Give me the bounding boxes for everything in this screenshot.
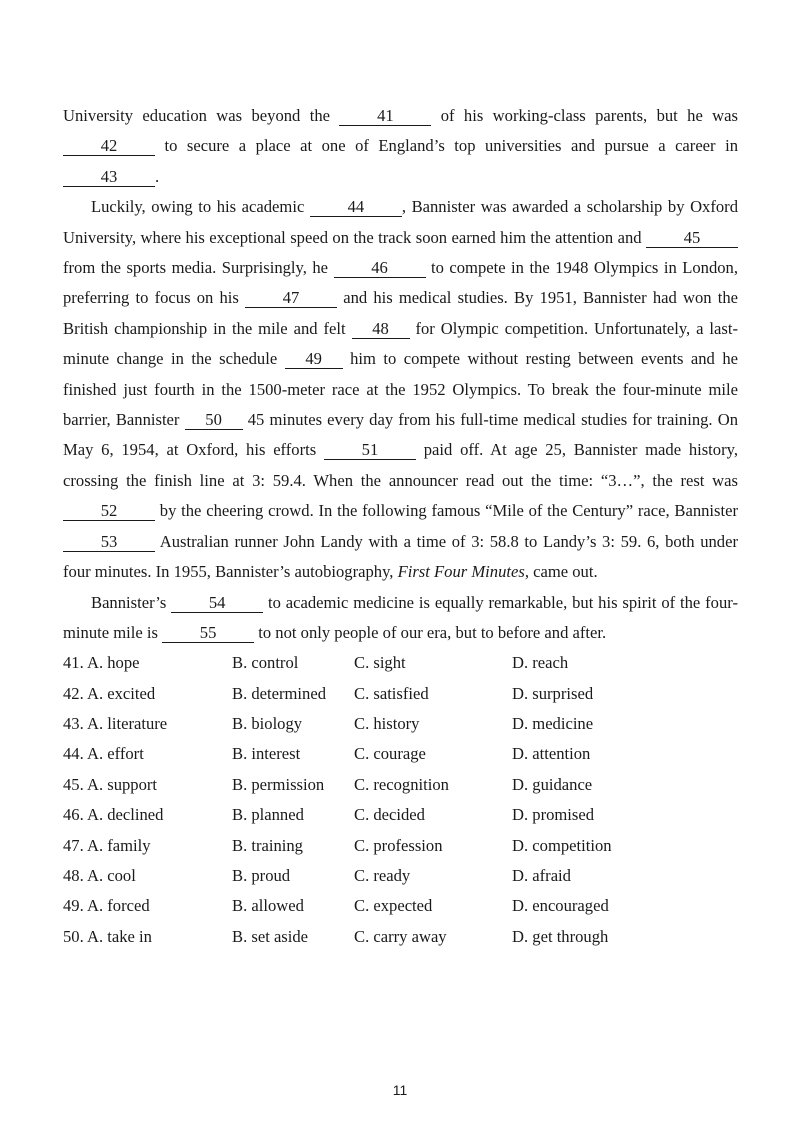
passage-text: to not only people of our era, but to before and after.: [254, 622, 607, 642]
option-d: D. competition: [512, 835, 612, 855]
passage-text: .: [155, 166, 160, 186]
option-a: 48. A. cool: [63, 866, 136, 886]
option-row-45: [63, 770, 738, 800]
option-a: 45. A. support: [63, 774, 158, 794]
passage-text: Australian runner John Landy with a time of 3: 58.8 to Landy’s 3: 59. 6, both under four minutes. In 1955, Bannister’s autobiography,: [63, 531, 738, 582]
passage-text: to compete in the 1948 Olympics in London, preferring to focus on his: [63, 258, 739, 308]
passage-text: to academic medicine is equally remarkable, but his spirit of the four-minute mile is: [63, 592, 738, 642]
blank-54: 54: [171, 594, 263, 613]
blank-42: 42: [63, 137, 155, 156]
option-c: C. sight: [354, 653, 406, 673]
paragraph-2: [63, 192, 738, 587]
passage-text: by the cheering crowd. In the following famous “Mile of the Century” race, Bannister: [155, 501, 738, 521]
option-c: C. history: [354, 714, 420, 734]
passage-text: for Olympic competition. Unfortunately, a last-minute change in the schedule: [63, 318, 738, 369]
blank-44: 44: [310, 198, 402, 217]
option-c: C. expected: [354, 896, 433, 916]
option-a: 44. A. effort: [63, 744, 144, 764]
passage-text: Bannister’s: [91, 592, 172, 612]
option-row-49: [63, 891, 738, 921]
option-c: C. ready: [354, 866, 411, 886]
option-c: C. profession: [354, 835, 443, 855]
option-d: D. guidance: [512, 774, 593, 794]
option-a: 49. A. forced: [63, 896, 150, 916]
blank-41: 41: [339, 107, 431, 126]
blank-50: 50: [185, 411, 243, 430]
option-d: D. encouraged: [512, 896, 609, 916]
blank-53: 53: [63, 533, 155, 552]
option-a: 41. A. hope: [63, 653, 140, 673]
blank-52: 52: [63, 502, 155, 521]
option-row-48: [63, 861, 738, 891]
option-row-41: [63, 648, 738, 678]
option-row-46: [63, 800, 738, 830]
option-b: B. determined: [232, 683, 327, 703]
option-b: B. planned: [232, 805, 304, 825]
blank-47: 47: [245, 289, 337, 308]
passage-text: Luckily, owing to his academic: [91, 197, 310, 217]
cloze-passage: [63, 101, 738, 952]
option-b: B. biology: [232, 714, 303, 734]
passage-text: from the sports media. Surprisingly, he: [63, 258, 334, 278]
book-title: First Four Minutes: [397, 562, 525, 582]
answer-options: [63, 648, 738, 952]
option-a: 50. A. take in: [63, 926, 152, 946]
paragraph-3: [63, 588, 738, 649]
blank-49: 49: [285, 350, 343, 369]
passage-text: , came out.: [524, 562, 598, 582]
option-b: B. control: [232, 653, 299, 673]
option-d: D. promised: [512, 805, 595, 825]
option-d: D. attention: [512, 744, 591, 764]
option-c: C. satisfied: [354, 683, 429, 703]
option-a: 42. A. excited: [63, 683, 156, 703]
option-a: 43. A. literature: [63, 714, 168, 734]
option-a: 47. A. family: [63, 835, 151, 855]
blank-51: 51: [324, 441, 416, 460]
passage-text: University education was beyond the: [63, 106, 340, 125]
passage-text: , Bannister was awarded a scholarship by Oxford University, where his exceptional speed on the track soon earned him the attention and: [63, 197, 738, 247]
option-c: C. courage: [354, 744, 426, 764]
passage-text: paid off. At age 25, Bannister made history, crossing the finish line at 3: 59.4. When the announcer read out the time: “3…”, the rest was: [63, 440, 738, 490]
option-c: C. carry away: [354, 926, 447, 946]
option-a: 46. A. declined: [63, 805, 164, 825]
option-b: B. interest: [232, 744, 301, 764]
option-d: D. afraid: [512, 866, 571, 886]
option-d: D. reach: [512, 653, 569, 673]
option-d: D. medicine: [512, 714, 594, 734]
option-b: B. proud: [232, 866, 291, 886]
blank-45: 45: [646, 229, 738, 248]
blank-55: 55: [162, 624, 254, 643]
option-row-47: [63, 831, 738, 861]
option-b: B. training: [232, 835, 303, 855]
passage-text: 45 minutes every day from his full-time medical studies for training. On May 6, 1954, at Oxford, his efforts: [63, 410, 738, 460]
option-row-42: [63, 679, 738, 709]
option-b: B. permission: [232, 774, 325, 794]
option-d: D. surprised: [512, 683, 594, 703]
passage-text: of his working-class parents, but he was: [431, 106, 738, 125]
page-number: 11: [392, 1082, 408, 1098]
option-b: B. set aside: [232, 926, 309, 946]
option-b: B. allowed: [232, 896, 304, 916]
passage-text: him to compete without resting between events and he finished just fourth in the 1500-meter race at the 1952 Olympics. To break the four-minute mile barrier, Bannister: [63, 349, 738, 430]
option-row-44: [63, 739, 738, 769]
option-c: C. recognition: [354, 774, 449, 794]
blank-43: 43: [63, 168, 155, 187]
passage-text: to secure a place at one of England’s top universities and pursue a career in: [155, 136, 738, 156]
blank-46: 46: [334, 259, 426, 278]
blank-48: 48: [352, 320, 410, 339]
option-row-43: [63, 709, 738, 739]
paragraph-1: [63, 101, 738, 192]
option-row-50: [63, 922, 738, 952]
passage-text: and his medical studies. By 1951, Bannister had won the British championship in the mile and felt: [63, 288, 738, 338]
option-c: C. decided: [354, 805, 425, 825]
option-d: D. get through: [512, 926, 609, 946]
